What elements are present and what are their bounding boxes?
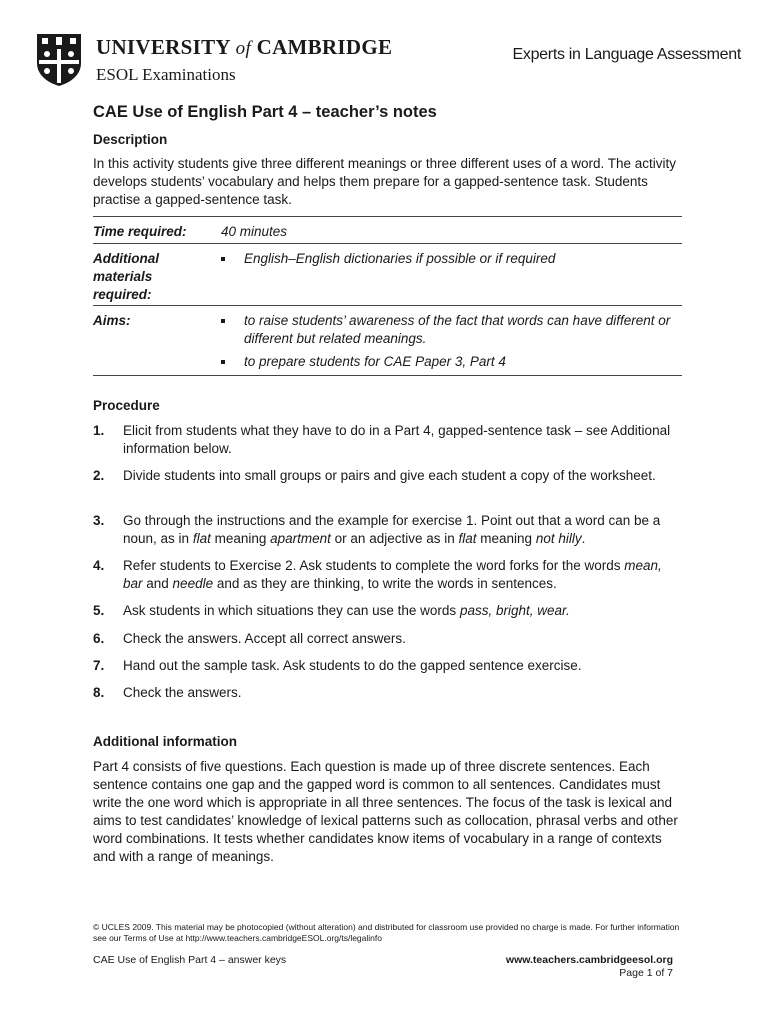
materials-row <box>93 244 682 306</box>
aims-label: Aims: <box>93 313 131 328</box>
procedure-step: 2. Divide students into small groups or pairs and give each student a copy of the worksheet. <box>93 468 656 483</box>
footer-url-link[interactable]: www.teachers.cambridgeesol.org <box>505 954 673 966</box>
materials-bullet: English–English dictionaries if possible or if required <box>221 250 681 268</box>
procedure-step: 6. Check the answers. Accept all correct answers. <box>93 631 406 646</box>
page-number: Page 1 of 7 <box>619 967 673 979</box>
bullet-icon <box>221 257 225 261</box>
aims-bullet: to raise students’ awareness of the fact that words can have different or different but related meanings. <box>221 312 681 348</box>
aims-row <box>93 306 682 375</box>
info-table <box>93 216 682 376</box>
time-row <box>93 217 682 244</box>
logo-wordmark <box>96 36 392 86</box>
procedure-step: 8. Check the answers. <box>93 685 242 700</box>
copyright-notice: © UCLES 2009. This material may be photocopied (without alteration) and distributed for classroom use provided no charge is made. For further information see our Terms of Use at http://www.teachers.cambridgeESOL.org/ts/legalinfo <box>93 922 680 943</box>
footer-right <box>506 954 673 980</box>
university-name: UNIVERSITY of CAMBRIDGE <box>96 35 393 59</box>
cambridge-crest-icon <box>36 33 82 87</box>
procedure-step: 3. Go through the instructions and the example for exercise 1. Point out that a word can be a noun, as in flat meaning apartment or an adjective as in flat meaning not hilly. <box>93 513 661 546</box>
page-title: CAE Use of English Part 4 – teacher’s notes <box>93 103 437 121</box>
materials-label: Additional materials required: <box>93 251 159 302</box>
footer-doc-name: CAE Use of English Part 4 – answer keys <box>93 954 287 966</box>
procedure-step: 5. Ask students in which situations they can use the words pass, bright, wear. <box>93 603 570 618</box>
description-text: In this activity students give three different meanings or three different uses of a word. The activity develops students’ vocabulary and helps them prepare for a gapped-sentence task. Students practise a gapped-sentence task. <box>93 156 677 207</box>
procedure-heading: Procedure <box>93 398 160 413</box>
additional-text: Part 4 consists of five questions. Each question is made up of three discrete sentences. Each sentence contains one gap and the gapped word is common to all sentences. Candidates must write the one word which is appropriate in all three sentences. The focus of the task is lexical and aims to test candidates’ knowledge of lexical patterns such as collocation, phrasal verbs and other word combinations. It tests whether candidates know items of vocabulary in a range of contexts and with a range of meanings. <box>93 759 678 864</box>
aims-bullet: to prepare students for CAE Paper 3, Part 4 <box>221 353 681 371</box>
additional-heading: Additional information <box>93 734 237 749</box>
procedure-step: 1. Elicit from students what they have to do in a Part 4, gapped-sentence task – see Additional information below. <box>93 423 671 456</box>
bullet-icon <box>221 360 225 364</box>
bullet-icon <box>221 319 225 323</box>
procedure-step: 4. Refer students to Exercise 2. Ask students to complete the word forks for the words mean, bar and needle and as they are thinking, to write the words in sentences. <box>93 558 662 591</box>
esol-examinations: ESOL Examinations <box>96 65 236 84</box>
tagline: Experts in Language Assessment <box>512 46 741 63</box>
procedure-step: 7. Hand out the sample task. Ask students to do the gapped sentence exercise. <box>93 658 582 673</box>
description-heading: Description <box>93 132 168 147</box>
time-label: Time required: <box>93 224 187 239</box>
time-value: 40 minutes <box>221 224 288 239</box>
